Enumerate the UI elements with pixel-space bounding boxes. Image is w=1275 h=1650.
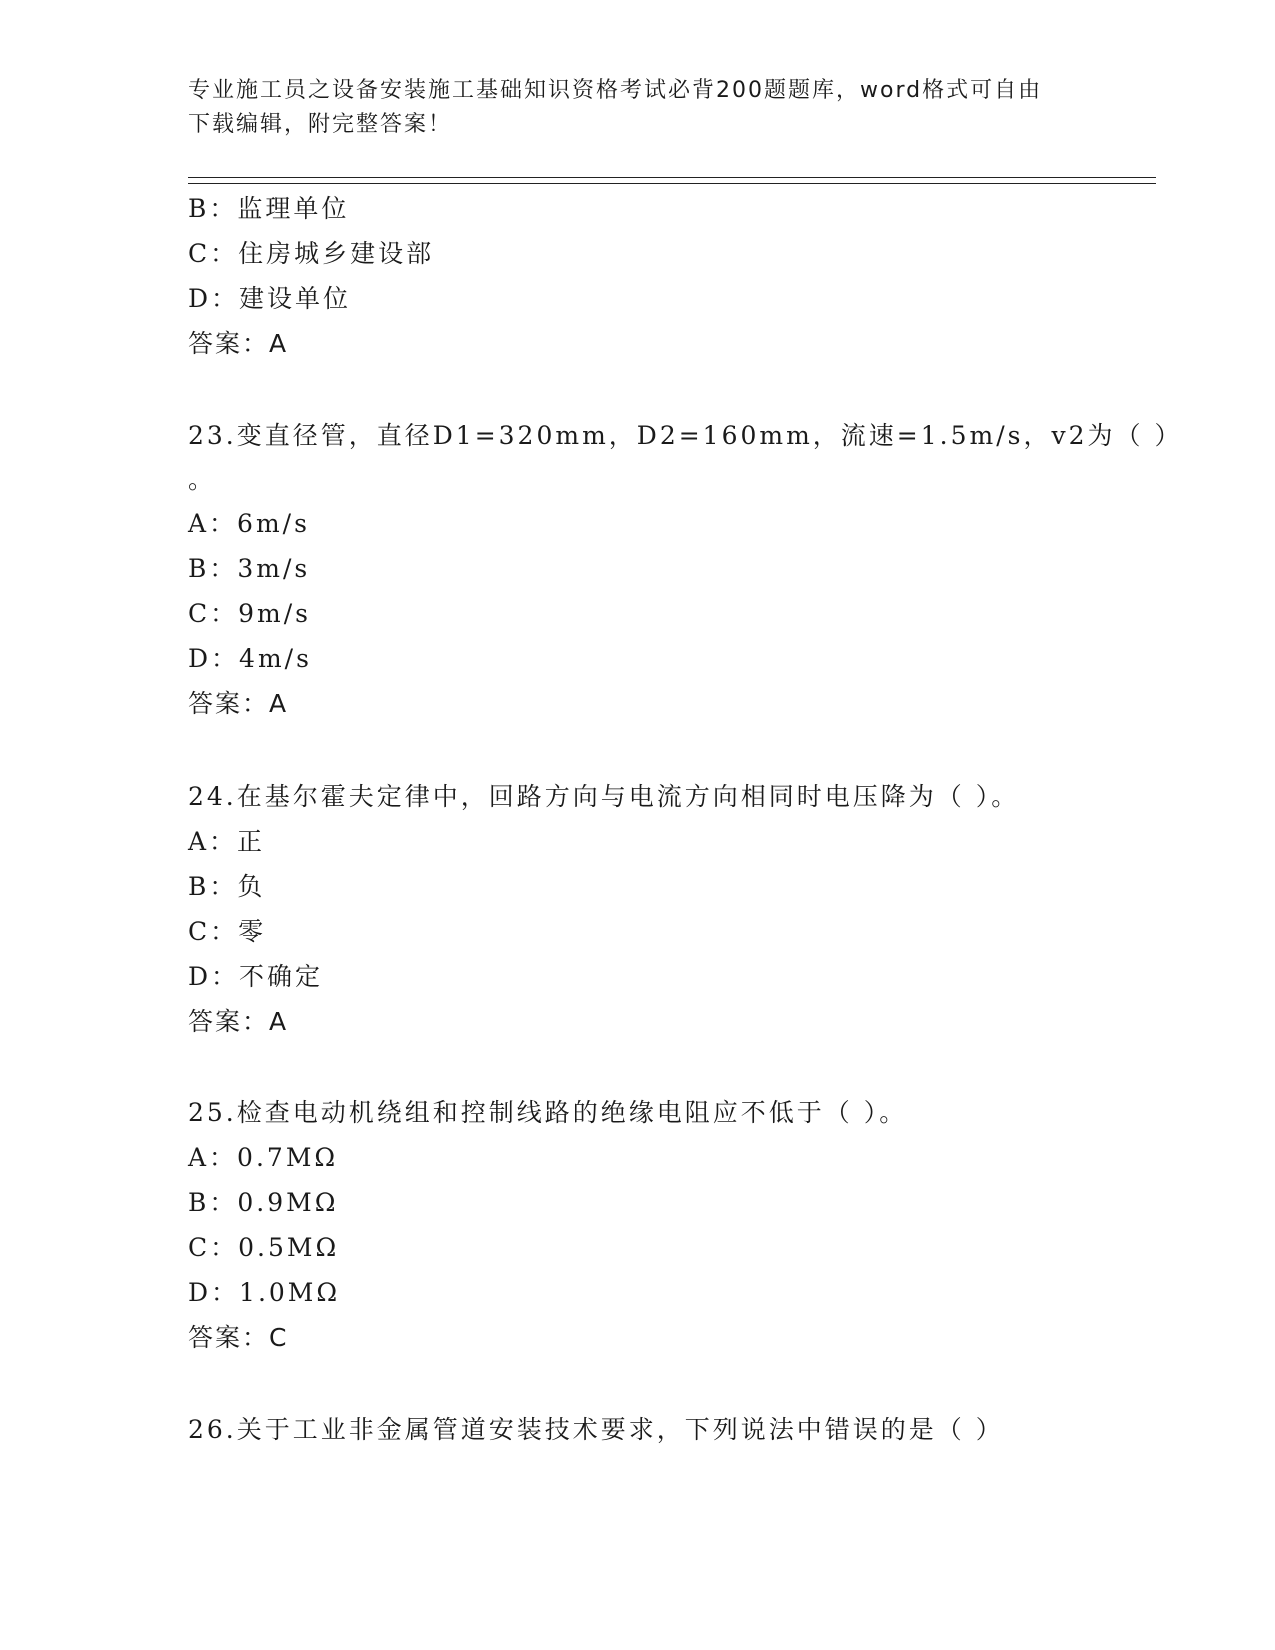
q26-question: 26.关于工业非金属管道安装技术要求，下列说法中错误的是（ ） <box>188 1415 1004 1444</box>
q22-option-b: B：监理单位 <box>188 194 350 223</box>
q24-question: 24.在基尔霍夫定律中，回路方向与电流方向相同时电压降为（ ）。 <box>188 782 1020 811</box>
q25-option-a: A：0.7MΩ <box>188 1143 339 1172</box>
q23-question: 23.变直径管，直径D1=320mm，D2=160mm，流速=1.5m/s，v2为（ ） <box>188 421 1183 450</box>
q23-option-b: B：3m/s <box>188 554 311 583</box>
q25-answer: 答案：C <box>188 1323 289 1352</box>
q23-answer: 答案：A <box>188 689 289 718</box>
q23-option-a: A：6m/s <box>188 509 310 538</box>
q23-question-continuation: 。 <box>188 465 217 494</box>
q22-answer: 答案：A <box>188 329 289 358</box>
document-header <box>188 74 1078 142</box>
header-title-line-2: 下载编辑，附完整答案！ <box>188 112 453 137</box>
q25-question: 25.检查电动机绕组和控制线路的绝缘电阻应不低于（ ）。 <box>188 1098 908 1127</box>
q25-option-b: B：0.9MΩ <box>188 1188 339 1217</box>
q24-option-a: A：正 <box>188 827 266 856</box>
q24-option-c: C：零 <box>188 917 267 946</box>
header-divider-top <box>188 177 1156 178</box>
q24-option-b: B：负 <box>188 872 266 901</box>
q23-option-c: C：9m/s <box>188 599 311 628</box>
q25-option-d: D：1.0MΩ <box>188 1278 341 1307</box>
q22-option-c: C：住房城乡建设部 <box>188 239 435 268</box>
q25-option-c: C：0.5MΩ <box>188 1233 340 1262</box>
header-title-line-1: 专业施工员之设备安装施工基础知识资格考试必背200题题库，word格式可自由 <box>188 78 1043 103</box>
q24-answer: 答案：A <box>188 1007 289 1036</box>
q23-option-d: D：4m/s <box>188 644 312 673</box>
q24-option-d: D：不确定 <box>188 962 324 991</box>
header-divider-bottom <box>188 183 1156 184</box>
q22-option-d: D：建设单位 <box>188 284 352 313</box>
